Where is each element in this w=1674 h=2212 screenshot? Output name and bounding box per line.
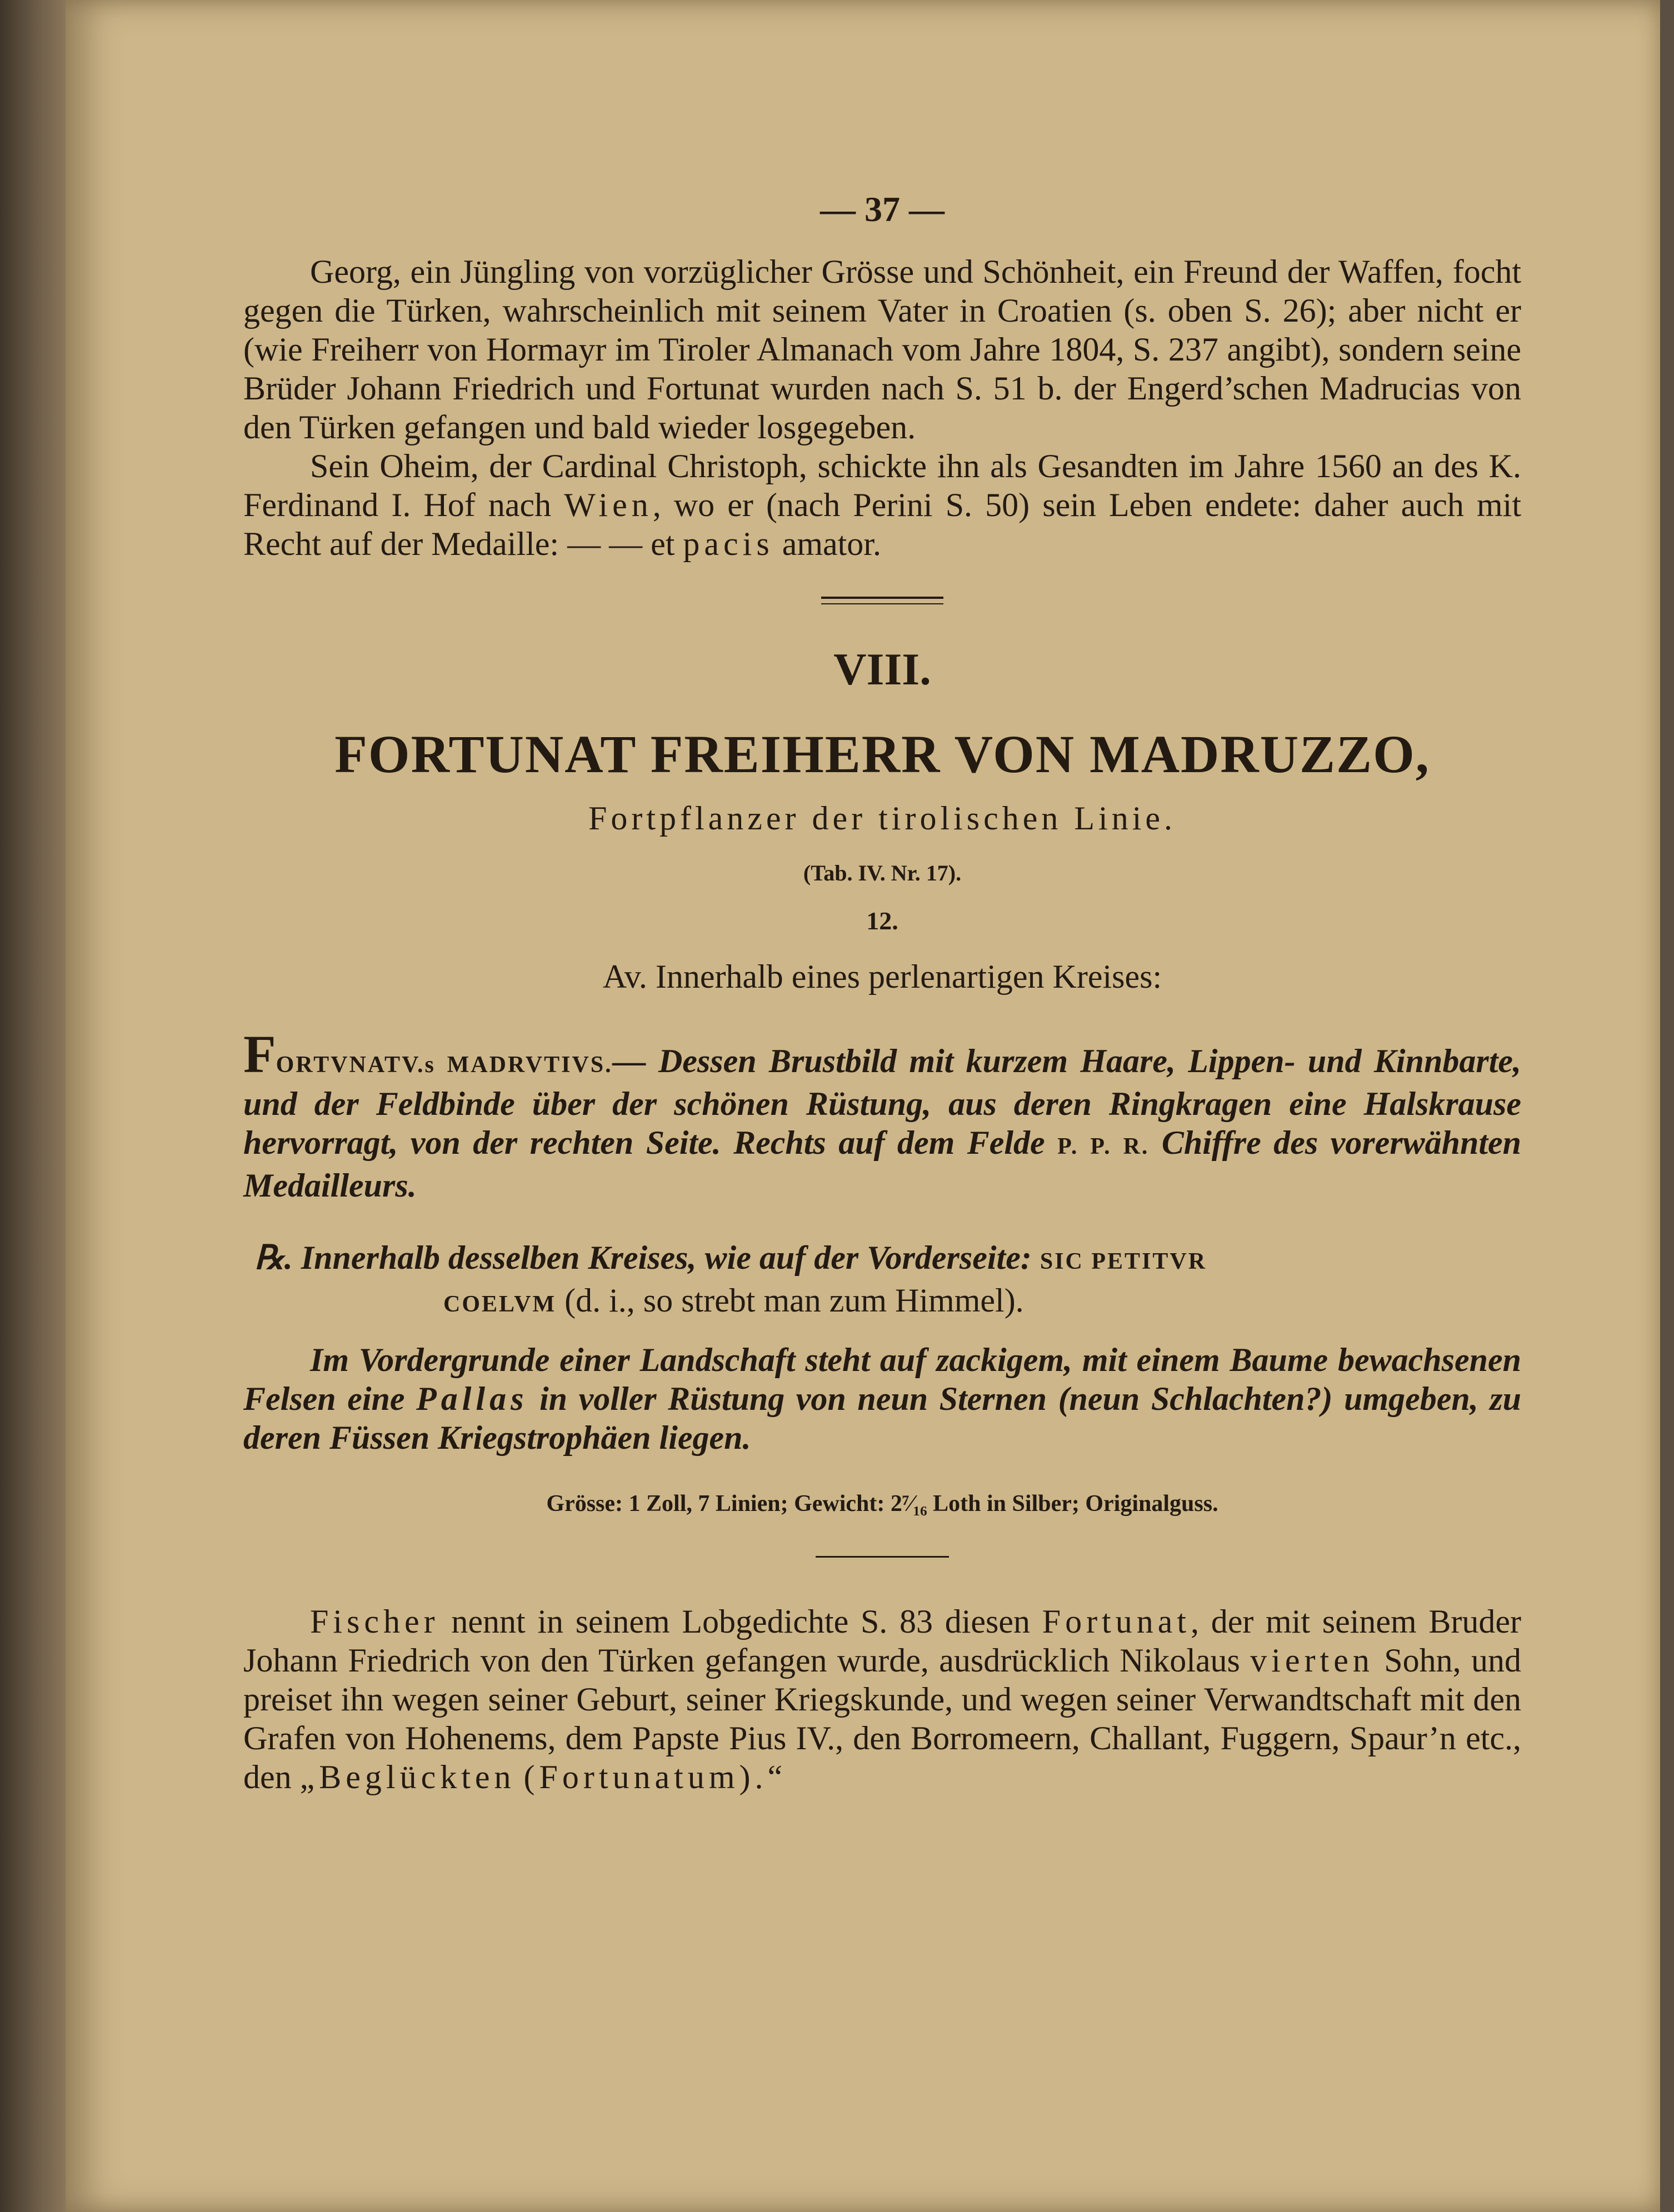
- plate-reference: (Tab. IV. Nr. 17).: [803, 860, 962, 885]
- medallist-signature: P. P. R.: [1057, 1134, 1150, 1159]
- paragraph-fischer: [243, 1602, 1521, 1796]
- paragraph-oheim-part3: amator.: [782, 526, 881, 562]
- drop-cap: F: [243, 1024, 276, 1084]
- spaced-begluckten: „Beglückten: [299, 1759, 516, 1795]
- reverse-line-1: [254, 1238, 1521, 1281]
- paragraph-oheim: [243, 447, 1521, 563]
- section-title: FORTUNAT FREIHERR VON MADRUZZO,: [334, 724, 1430, 784]
- reverse-description: [243, 1238, 1521, 1324]
- fischer-text-3: Sohn, und preiset ihn wegen seiner Geburt, seiner Kriegskunde, und wegen seiner Verwandtschaft mit den Grafen von Hohenems, dem Papste Pius IV., den Borromeern, Challant, Fuggern, Spaur’n etc., den: [243, 1642, 1522, 1795]
- spaced-wien: Wien: [564, 487, 653, 523]
- fischer-text-4: (Fortunatum).“: [523, 1759, 787, 1795]
- reverse-scene-description: [243, 1340, 1521, 1457]
- obverse-text-2: Chiffre des vorerwähnten Medailleurs.: [243, 1124, 1521, 1204]
- obverse-heading: Av. Innerhalb eines perlenartigen Kreises:: [602, 958, 1162, 995]
- book-page: [66, 0, 1660, 2212]
- reverse-legend-2: COELVM: [443, 1292, 557, 1317]
- section-subtitle: Fortpflanzer der tirolischen Linie.: [588, 800, 1177, 837]
- paragraph-georg: Georg, ein Jüngling von vorzüglicher Grösse und Schönheit, ein Freund der Waffen, focht gegen die Türken, wahrscheinlich mit seinem Vater in Croatien (s. oben S. 26); aber nicht er (wie Freiherr von Hormayr im Tiroler Almanach vom Jahre 1804, S. 237 angibt), sondern seine Brüder Johann Friedrich und Fortunat wurden nach S. 51 b. der Engerd’schen Madrucias von den Türken gefangen und bald wieder losgegeben.: [243, 253, 1521, 446]
- obverse-description: [243, 1024, 1521, 1205]
- size-weight-line: Grösse: 1 Zoll, 7 Linien; Gewicht: 2⁷⁄₁₆ Loth in Silber; Originalguss.: [546, 1491, 1218, 1517]
- reverse-translation: (d. i., so strebt man zum Himmel).: [564, 1282, 1024, 1319]
- paragraph-oheim-part1: Sein Oheim, der Cardinal Christoph, schickte ihn als Gesandten im Jahre 1560 an des K. Ferdinand I. Hof nach: [243, 448, 1521, 523]
- reverse-legend-1: SIC PETITVR: [1040, 1249, 1207, 1274]
- page-number: — 37 —: [820, 189, 945, 229]
- obverse-text-1: — Dessen Brustbild mit kurzem Haare, Lippen- und Kinnbarte, und der Feldbinde über der schönen Rüstung, aus deren Ringkragen eine Halskrause hervorragt, von der rechten Seite. Rechts auf dem Felde: [243, 1043, 1521, 1161]
- reverse-heading: ℞. Innerhalb desselben Kreises, wie auf der Vorderseite:: [254, 1239, 1032, 1276]
- spaced-vierten: vierten: [1250, 1642, 1374, 1679]
- page-content: [243, 189, 1521, 1796]
- reverse-line-2: [254, 1281, 1521, 1324]
- spaced-fischer: Fischer: [310, 1603, 439, 1640]
- book-binding: [0, 0, 66, 2212]
- spaced-pallas: Pallas: [416, 1380, 528, 1417]
- scene-text-1: Im Vordergrunde einer Landschaft steht auf zackigem, mit einem Baume bewachsenen Felsen eine: [243, 1342, 1521, 1417]
- fischer-text-2: , der mit seinem Bruder Johann Friedrich von den Türken gefangen wurde, ausdrücklich Nikolaus: [243, 1603, 1522, 1679]
- divider-line: [816, 1556, 949, 1558]
- ornamental-divider: [821, 597, 943, 604]
- spaced-pacis: pacis: [683, 526, 774, 562]
- section-number: VIII.: [833, 644, 931, 694]
- spaced-fortunat: Fortunat: [1042, 1603, 1191, 1640]
- coin-number: 12.: [866, 907, 898, 935]
- obverse-legend: ORTVNATV.s MADRVTIVS.: [276, 1052, 613, 1078]
- paragraph-oheim-part2: , wo er (nach Perini S. 50) sein Leben endete: daher auch mit Recht auf der Medaille: — — et: [243, 487, 1521, 562]
- fischer-text-1: nennt in seinem Lobgedichte S. 83 diesen: [451, 1603, 1030, 1640]
- scene-text-2: in voller Rüstung von neun Sternen (neun Schlachten?) umgeben, zu deren Füssen Kriegstrophäen liegen.: [243, 1380, 1522, 1456]
